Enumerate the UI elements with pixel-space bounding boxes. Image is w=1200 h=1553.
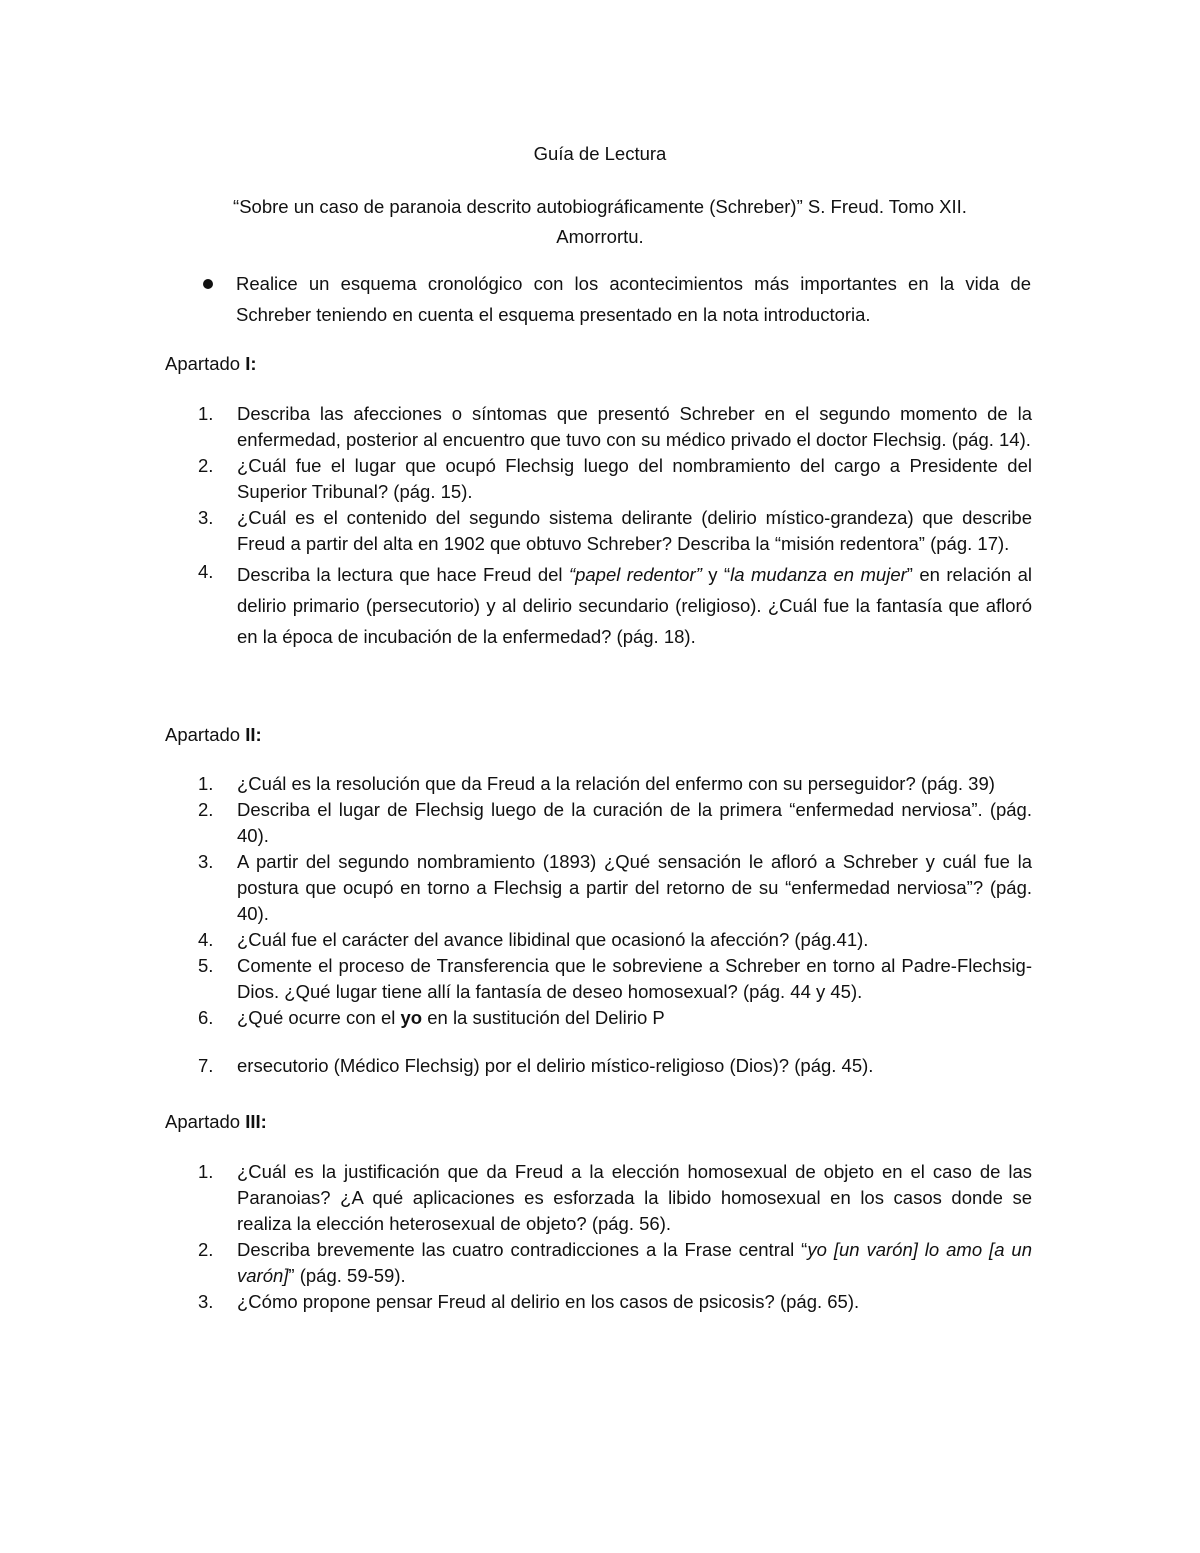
list-item-italic: yo [un varón] lo amo [a un varón] — [237, 1239, 1032, 1286]
list-item-text: ¿Cuál es la resolución que da Freud a la relación del enfermo con su perseguidor? (pág. 39) — [237, 773, 995, 794]
list-item — [198, 953, 1038, 1005]
list-item-number: 2. — [198, 799, 214, 820]
list-item — [198, 1159, 1038, 1237]
section-1-list — [198, 401, 1038, 652]
list-item-text: ¿Cuál fue el lugar que ocupó Flechsig luego del nombramiento del cargo a Presidente del Superior Tribunal? (pág. 15). — [237, 455, 1032, 502]
list-item-text-part: en la sustitución del Delirio P — [422, 1007, 665, 1028]
list-item-number: 5. — [198, 955, 214, 976]
list-item — [198, 771, 1038, 797]
list-item-number: 4. — [198, 929, 214, 950]
list-item-text-part: ” (pág. 59-59). — [288, 1265, 406, 1286]
section-heading-2 — [165, 722, 262, 748]
list-item — [198, 1289, 1038, 1315]
list-item-number: 2. — [198, 455, 214, 476]
list-item — [198, 1005, 1038, 1031]
intro-bullet-text: Realice un esquema cronológico con los acontecimientos más importantes en la vida de Schreber teniendo en cuenta el esquema presentado en la nota introductoria. — [236, 273, 1031, 325]
bullet-dot-icon — [203, 279, 213, 289]
list-item-text: A partir del segundo nombramiento (1893) ¿Qué sensación le afloró a Schreber y cuál fue la postura que ocupó en torno a Flechsig a partir del retorno de su “enfermedad nerviosa”? (pág. 40). — [237, 851, 1032, 924]
list-item — [198, 1053, 1038, 1079]
list-item-text — [237, 1005, 1032, 1031]
list-item — [198, 453, 1038, 505]
list-item-text — [237, 559, 1032, 652]
list-item-text-part: Describa brevemente las cuatro contradicciones a la Frase central “ — [237, 1239, 808, 1260]
list-item-text: ¿Cuál es el contenido del segundo sistema delirante (delirio místico-grandeza) que describe Freud a partir del alta en 1902 que obtuvo Schreber? Describa la “misión redentora” (pág. 17). — [237, 507, 1032, 554]
list-item — [198, 401, 1038, 453]
list-item-text: ¿Cuál es la justificación que da Freud a la elección homosexual de objeto en el caso de las Paranoias? ¿A qué aplicaciones es esforzada la libido homosexual en los casos donde se realiza la elección heterosexual de objeto? (pág. 56). — [237, 1161, 1032, 1234]
list-item — [198, 505, 1038, 557]
list-item — [198, 927, 1038, 953]
section-heading-number: I: — [245, 353, 257, 374]
list-item-text-part: y “ — [701, 564, 731, 585]
section-3-list — [198, 1159, 1038, 1315]
section-heading-number: III: — [245, 1111, 267, 1132]
list-item-number: 3. — [198, 1291, 214, 1312]
list-item-text-part: ¿Qué ocurre con el — [237, 1007, 401, 1028]
document-subtitle — [160, 192, 1040, 252]
subtitle-line-1: “Sobre un caso de paranoia descrito autobiográficamente (Schreber)” S. Freud. Tomo XII. — [233, 196, 967, 217]
list-item-text: ersecutorio (Médico Flechsig) por el delirio místico-religioso (Dios)? (pág. 45). — [237, 1055, 874, 1076]
list-item — [198, 1237, 1038, 1289]
list-item-text: ¿Cuál fue el carácter del avance libidinal que ocasionó la afección? (pág.41). — [237, 929, 869, 950]
list-item — [198, 849, 1038, 927]
list-item-number: 1. — [198, 1161, 214, 1182]
list-item-italic: “papel redentor” — [568, 564, 702, 585]
section-heading-3 — [165, 1109, 267, 1135]
section-heading-prefix: Apartado — [165, 1111, 246, 1132]
list-item — [198, 559, 1038, 652]
list-item-text: Describa el lugar de Flechsig luego de la curación de la primera “enfermedad nerviosa”. (pág. 40). — [237, 799, 1032, 846]
list-item-number: 3. — [198, 851, 214, 872]
page-title: Guía de Lectura — [533, 143, 667, 164]
list-item-italic: la mudanza en mujer — [730, 564, 907, 585]
section-heading-prefix: Apartado — [165, 353, 246, 374]
list-item-number: 7. — [198, 1055, 214, 1076]
list-item-text — [237, 1237, 1032, 1289]
list-item-number: 1. — [198, 773, 214, 794]
subtitle-line-2: Amorrortu. — [556, 226, 644, 247]
section-heading-prefix: Apartado — [165, 724, 246, 745]
list-item-text: Describa las afecciones o síntomas que presentó Schreber en el segundo momento de la enfermedad, posterior al encuentro que tuvo con su médico privado el doctor Flechsig. (pág. 14). — [237, 403, 1032, 450]
list-item-bold: yo — [400, 1007, 423, 1028]
list-item-number: 6. — [198, 1007, 214, 1028]
list-item — [198, 797, 1038, 849]
list-item-text-part: Describa la lectura que hace Freud del — [237, 564, 569, 585]
list-item-text-part: ” en relación al delirio primario (persecutorio) y al delirio secundario (religioso). ¿Cuál fue la fantasía que afloró en la época de incubación de la enfermedad? (pág. 18). — [237, 564, 1032, 647]
list-item-number: 2. — [198, 1239, 214, 1260]
list-item-number: 3. — [198, 507, 214, 528]
list-item-text: ¿Cómo propone pensar Freud al delirio en los casos de psicosis? (pág. 65). — [237, 1291, 860, 1312]
section-2-list — [198, 771, 1038, 1079]
section-heading-1 — [165, 351, 257, 377]
list-item-text: Comente el proceso de Transferencia que le sobreviene a Schreber en torno al Padre-Flechsig-Dios. ¿Qué lugar tiene allí la fantasía de deseo homosexual? (pág. 44 y 45). — [237, 955, 1032, 1002]
list-item-number: 1. — [198, 403, 214, 424]
section-heading-number: II: — [245, 724, 262, 745]
list-item-number: 4. — [198, 561, 214, 582]
